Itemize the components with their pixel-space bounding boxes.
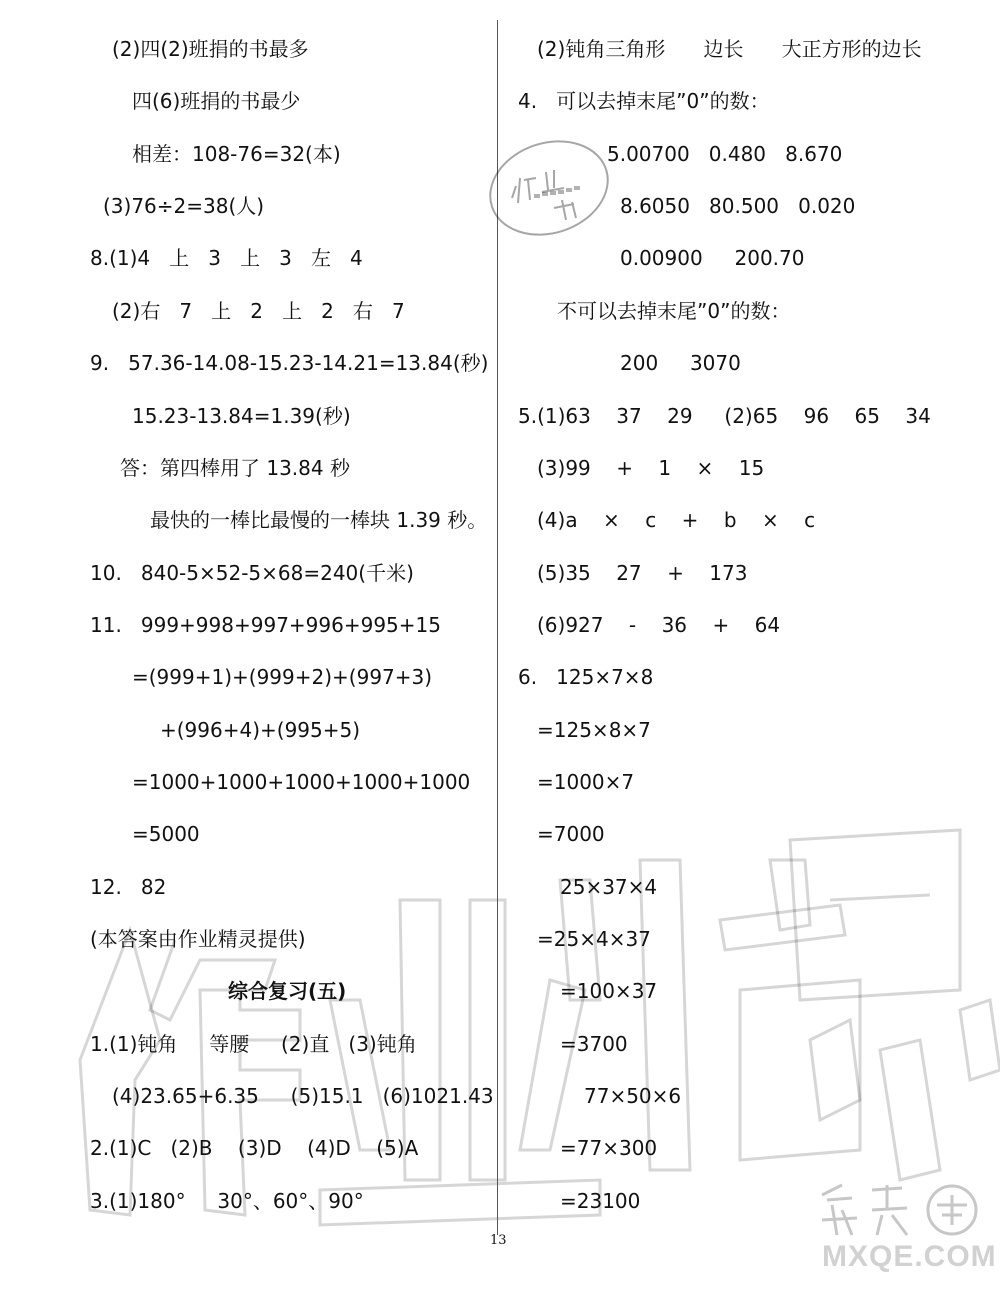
answer-line: (2)钝角三角形 边长 大正方形的边长: [537, 37, 922, 61]
answer-line: =77×300: [560, 1136, 658, 1160]
answer-line: 5.00700 0.480 8.670: [607, 142, 843, 166]
answer-line: 77×50×6: [584, 1084, 682, 1108]
page-number: 13: [490, 1233, 507, 1248]
answer-line: =125×8×7: [537, 718, 651, 742]
answer-line: (3)99 + 1 × 15: [537, 456, 765, 480]
answer-line: 0.00900 200.70: [620, 246, 805, 270]
answer-line: 答：第四棒用了 13.84 秒: [120, 456, 350, 480]
answer-line: =100×37: [560, 979, 658, 1003]
answer-line: (2)右 7 上 2 上 2 右 7: [112, 299, 405, 323]
source-note: (本答案由作业精灵提供): [90, 927, 306, 951]
watermark-corner-logo: [812, 1180, 992, 1240]
answer-line: =3700: [560, 1032, 628, 1056]
answer-line: =1000×7: [537, 770, 635, 794]
answer-line: (4)23.65+6.35 (5)15.1 (6)1021.43: [112, 1084, 494, 1108]
answer-line: 1.(1)钝角 等腰 (2)直 (3)钝角: [90, 1032, 417, 1056]
answer-line: (6)927 - 36 + 64: [537, 613, 781, 637]
answer-line: 不可以去掉末尾”0”的数：: [557, 299, 791, 323]
answer-line: (4)a × c + b × c: [537, 508, 816, 532]
answer-line: 15.23-13.84=1.39(秒): [132, 404, 351, 428]
answer-line: 200 3070: [620, 351, 741, 375]
watermark-corner-url: MXQE.COM: [822, 1240, 997, 1273]
answer-line: 最快的一棒比最慢的一棒块 1.39 秒。: [150, 508, 488, 532]
answer-line: 9. 57.36-14.08-15.23-14.21=13.84(秒): [90, 351, 489, 375]
answer-line: (5)35 27 + 173: [537, 561, 748, 585]
answer-line: 8.(1)4 上 3 上 3 左 4: [90, 246, 363, 270]
answer-line: +(996+4)+(995+5): [160, 718, 361, 742]
answer-line: 3.(1)180° 30°、60°、90°: [90, 1189, 364, 1213]
answer-line: 8.6050 80.500 0.020: [620, 194, 856, 218]
answer-line: 12. 82: [90, 875, 167, 899]
answer-line: (3)76÷2=38(人): [103, 194, 265, 218]
answer-line: =23100: [560, 1189, 641, 1213]
answer-line: 四(6)班捐的书最少: [132, 89, 301, 113]
answer-line: 相差：108-76=32(本): [132, 142, 341, 166]
answer-line: 2.(1)C (2)B (3)D (4)D (5)A: [90, 1136, 419, 1160]
answer-line: 10. 840-5×52-5×68=240(千米): [90, 561, 414, 585]
answer-line: 6. 125×7×8: [518, 665, 654, 689]
answer-line: 11. 999+998+997+996+995+15: [90, 613, 441, 637]
watermark-stamp: [484, 128, 614, 248]
answer-line: =5000: [132, 822, 200, 846]
answer-line: (2)四(2)班捐的书最多: [112, 37, 309, 61]
answer-line: =7000: [537, 822, 605, 846]
answer-line: 25×37×4: [560, 875, 658, 899]
section-heading: 综合复习(五): [228, 979, 347, 1003]
answer-line: =(999+1)+(999+2)+(997+3): [132, 665, 433, 689]
answer-line: =1000+1000+1000+1000+1000: [132, 770, 471, 794]
answer-line: =25×4×37: [537, 927, 651, 951]
answer-line: 4. 可以去掉末尾”0”的数：: [518, 89, 770, 113]
answer-line: 5.(1)63 37 29 (2)65 96 65 34: [518, 404, 931, 428]
